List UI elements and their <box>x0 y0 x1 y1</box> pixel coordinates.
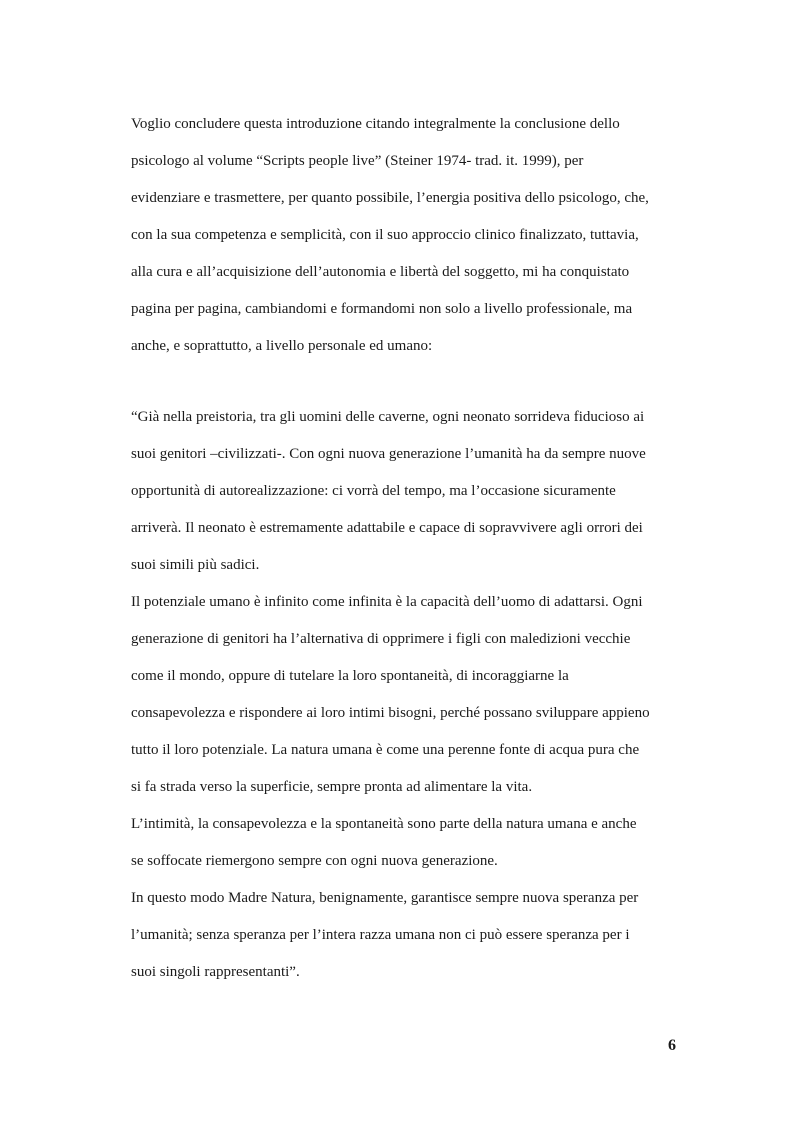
quote-paragraph <box>131 399 691 991</box>
text-line: come il mondo, oppure di tutelare la loro spontaneità, di incoraggiarne la <box>131 668 569 684</box>
text-line: si fa strada verso la superficie, sempre pronta ad alimentare la vita. <box>131 779 533 795</box>
text-line: suoi simili più sadici. <box>131 557 260 573</box>
text-line: se soffocate riemergono sempre con ogni nuova generazione. <box>131 853 498 869</box>
intro-paragraph <box>131 106 691 365</box>
text-line: consapevolezza e rispondere ai loro intimi bisogni, perché possano sviluppare appieno <box>131 705 650 721</box>
text-line: con la sua competenza e semplicità, con il suo approccio clinico finalizzato, tuttavia, <box>131 227 639 243</box>
text-line: opportunità di autorealizzazione: ci vorrà del tempo, ma l’occasione sicuramente <box>131 483 616 499</box>
text-line: tutto il loro potenziale. La natura umana è come una perenne fonte di acqua pura che <box>131 742 640 758</box>
text-line: suoi genitori –civilizzati-. Con ogni nuova generazione l’umanità ha da sempre nuove <box>131 446 646 462</box>
text-line: Voglio concludere questa introduzione citando integralmente la conclusione dello <box>131 116 620 132</box>
text-line: “Già nella preistoria, tra gli uomini delle caverne, ogni neonato sorrideva fiducioso ai <box>131 409 645 425</box>
text-line: arriverà. Il neonato è estremamente adattabile e capace di sopravvivere agli orrori dei <box>131 520 643 536</box>
text-line: alla cura e all’acquisizione dell’autonomia e libertà del soggetto, mi ha conquistato <box>131 264 630 280</box>
text-line: pagina per pagina, cambiandomi e formandomi non solo a livello professionale, ma <box>131 301 633 317</box>
text-line: L’intimità, la consapevolezza e la spontaneità sono parte della natura umana e anche <box>131 816 637 832</box>
text-line: Il potenziale umano è infinito come infinita è la capacità dell’uomo di adattarsi. Ogni <box>131 594 643 610</box>
text-line: evidenziare e trasmettere, per quanto possibile, l’energia positiva dello psicologo, che, <box>131 190 649 206</box>
text-line: suoi singoli rappresentanti”. <box>131 964 300 980</box>
page-number: 6 <box>668 1037 676 1054</box>
text-line: psicologo al volume “Scripts people live” (Steiner 1974- trad. it. 1999), per <box>131 153 584 169</box>
text-line: In questo modo Madre Natura, benignamente, garantisce sempre nuova speranza per <box>131 890 639 906</box>
text-line: l’umanità; senza speranza per l’intera razza umana non ci può essere speranza per i <box>131 927 630 943</box>
text-line: generazione di genitori ha l’alternativa di opprimere i figli con maledizioni vecchie <box>131 631 631 647</box>
text-line: anche, e soprattutto, a livello personale ed umano: <box>131 338 433 354</box>
